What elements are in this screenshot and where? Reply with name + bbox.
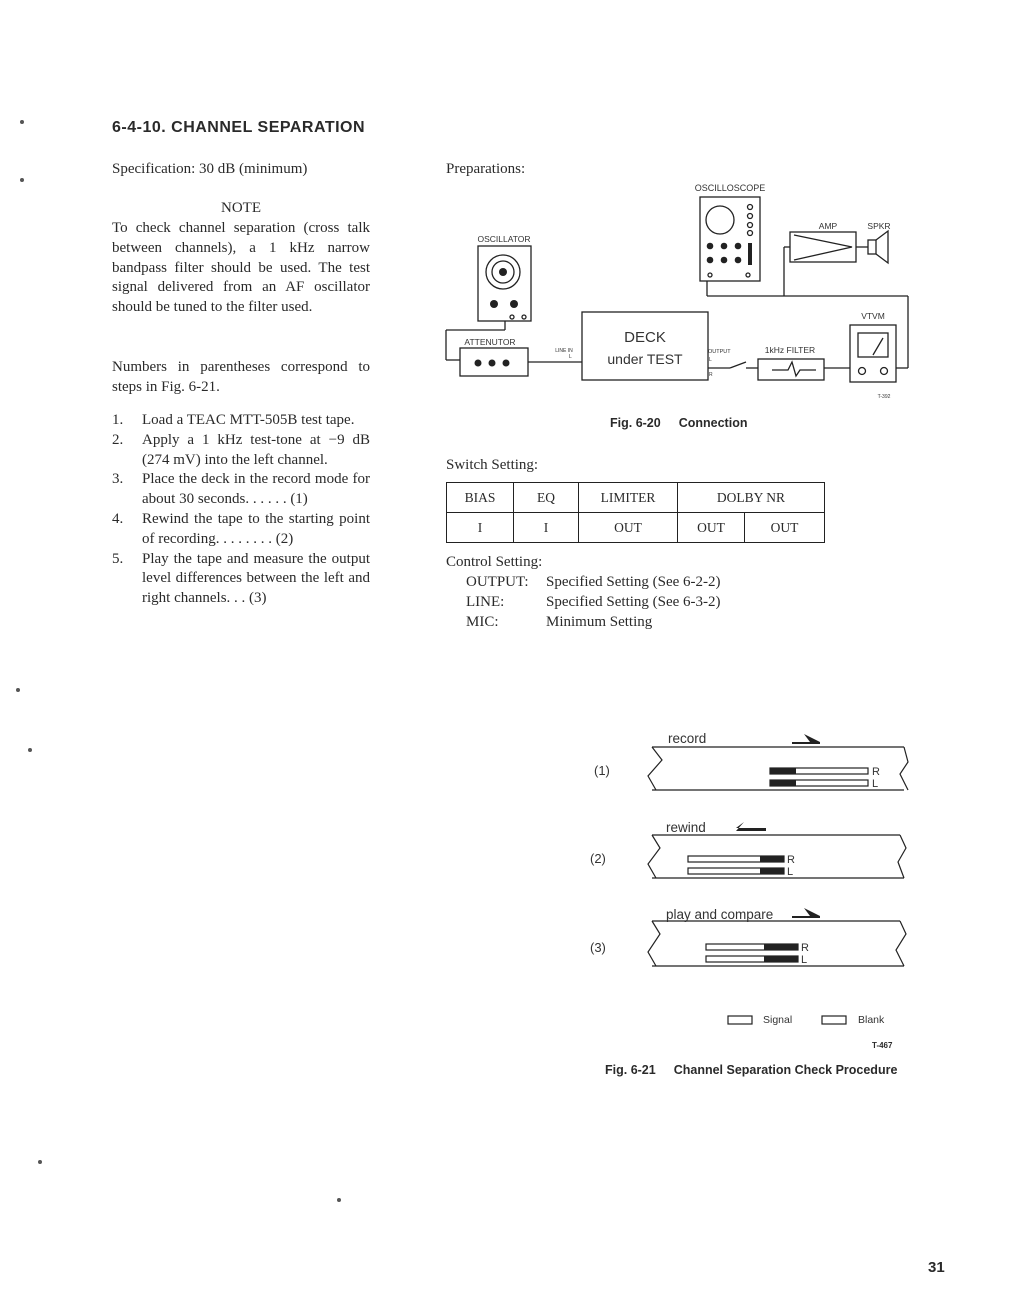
table-cell: I [447,513,514,543]
step-number: (2) [590,851,606,866]
deck-label-line1: DECK [624,329,666,346]
step-number: (3) [590,940,606,955]
fig-6-21-caption: Fig. 6-21 Channel Separation Check Procedure [605,1063,898,1077]
specification: Specification: 30 dB (minimum) [112,161,308,177]
legend-signal: Signal [763,1014,793,1026]
oscillator-label: OSCILLATOR [477,234,531,244]
channel-r: R [872,766,880,778]
deck-box [582,312,708,380]
table-header: EQ [514,483,579,513]
deck-label-line2: under TEST [607,351,683,367]
output-channel-l: L [709,357,712,363]
scan-speck [20,120,24,124]
note-heading: NOTE [221,200,261,216]
step-label: play and compare [666,907,774,922]
output-channel-r: R [709,372,713,378]
step-item: 2. Apply a 1 kHz test-tone at −9 dB (274 mV) into the left channel. [112,431,370,468]
line-in-label: LINE IN [555,348,573,354]
step-item: 1. Load a TEAC MTT-505B test tape. [112,412,355,428]
control-row: OUTPUT: Specified Setting (See 6-2-2) [466,574,721,590]
scan-speck [28,748,32,752]
tape-procedure-diagram [570,722,920,1032]
channel-l: L [872,778,879,790]
figure-ref: T-392 [877,394,891,400]
table-cell: OUT [745,513,825,543]
line-in-channel: L [569,354,572,360]
step-label: rewind [666,820,706,835]
table-header: BIAS [447,483,514,513]
channel-l: L [787,866,794,878]
table-header: LIMITER [579,483,678,513]
switch-setting-label: Switch Setting: [446,457,539,473]
step-item: 3. Place the deck in the record mode for about 30 seconds. . . . . . (1) [112,471,370,508]
channel-r: R [801,942,809,954]
procedure-steps [112,411,370,609]
vtvm-label: VTVM [861,311,885,321]
numbers-note: Numbers in parentheses correspond to steps in Fig. 6-21. [112,359,370,395]
step-number: (1) [594,763,610,778]
control-row: MIC: Minimum Setting [466,613,653,630]
oscilloscope-screen [706,206,734,234]
table-cell: OUT [678,513,745,543]
fig-6-20-caption: Fig. 6-20 Connection [610,416,748,430]
oscilloscope-label: OSCILLOSCOPE [694,183,766,193]
scan-speck [20,178,24,182]
control-row: LINE: Specified Setting (See 6-3-2) [466,593,721,610]
scan-speck [38,1160,42,1164]
table-header: DOLBY NR [678,483,825,513]
attenuator-label: ATTENUTOR [464,337,516,347]
figure-ref: T-467 [872,1041,893,1050]
control-setting-label: Control Setting: [446,554,543,570]
step-label: record [668,731,707,746]
filter-label: 1kHz FILTER [764,345,816,355]
note-text: To check channel separation (cross talk between channels), a 1 kHz narrow bandpass filter should be used. The test signal delivered from an AF oscillator should be tuned to the filter used. [112,220,370,316]
preparations-label: Preparations: [446,161,526,177]
section-title: 6-4-10. CHANNEL SEPARATION [112,119,366,136]
legend-blank: Blank [858,1014,885,1026]
page-number: 31 [928,1259,945,1276]
table-cell: OUT [579,513,678,543]
channel-l: L [801,954,808,966]
channel-r: R [787,854,795,866]
table-cell: I [514,513,579,543]
step-item: 5. Play the tape and measure the output level differences between the left and right channels. . . (3) [112,550,370,607]
switch-setting-table [446,482,825,543]
speaker-label: SPKR [867,221,891,231]
scan-speck [337,1198,341,1202]
control-setting-list [466,573,721,632]
connection-diagram [440,180,920,405]
amp-label: AMP [818,221,838,231]
output-label: OUTPUT [708,349,731,355]
scan-speck [16,688,20,692]
step-item: 4. Rewind the tape to the starting point of recording. . . . . . . . (2) [112,510,370,547]
